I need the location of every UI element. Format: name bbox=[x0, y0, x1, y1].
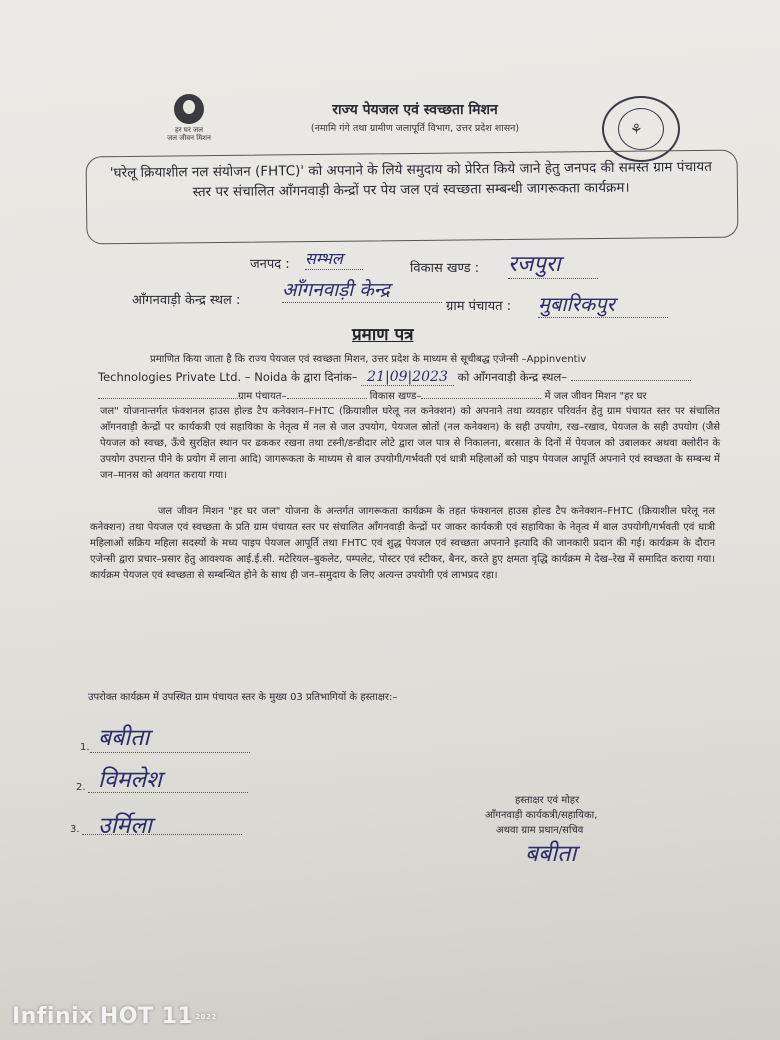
mission-subtitle: (नमामि गंगे तथा ग्रामीण जलापूर्ति विभाग, उत्तर प्रदेश शासन) bbox=[310, 123, 520, 134]
paragraph1-line2: Technologies Private Ltd. – Noida के द्वारा दिनांक– 21|09|2023 को आँगनवाड़ी केन्द्र स्थल– bbox=[98, 369, 748, 385]
signature-number: 2. bbox=[76, 782, 86, 793]
program-banner-text: 'घरेलू क्रियाशील नल संयोजन (FHTC)' को अपनाने के लिये समुदाय को प्रेरित किये जाने हेतु जनपद की समस्त ग्राम पंचायत स्तर पर संचालित आँगनवाड़ी केन्द्रों पर पेय जल एवं स्वच्छता सम्बन्धी जागरूकता कार्यक्रम। bbox=[109, 158, 712, 201]
mission-title: राज्य पेयजल एवं स्वच्छता मिशन bbox=[332, 102, 498, 118]
authority-line2: आँगनवाड़ी कार्यकत्री/सहायिका, bbox=[485, 810, 598, 821]
authority-line3: अथवा ग्राम प्रधान/सचिव bbox=[496, 825, 584, 836]
participant-signature-2: विमलेश bbox=[98, 767, 162, 793]
paragraph1-body: जल" योजनान्तर्गत फंक्शनल हाउस होल्ड टैप कनेक्शन–FHTC (क्रियाशील घरेलू नल कनेक्शन) को अपनाने तथा व्यवहार परिवर्तन हेतु ग्राम पंचायत स्तर पर संचालित आँगनवाड़ी केन्द्रों पर कार्यकत्री एवं सहायिका के नेतृत्व में नल से जल उपयोग, पेयजल स्रोतों (नल कनेक्शन) के सही उपयोग, रख–रखाव, पेयजल के सही उपयोग (जैसे पेयजल को स्वच्छ, ऊँचे सुरक्षित स्थान पर ढककर रखना तथा टस्नी/डन्डीदार लोटे द्वारा जल पात्र से निकालना, बरसात के दिनों में पेयजल को उबालकर अथवा क्लोरीन के उपयोग उपरान्त पीने के प्रयोग में लाना आदि) जागरूकता के माध्यम से बाल उपयोगी/गर्भवती एवं धात्री महिलाओं को पाइप पेयजल आपूर्ति अपनाने एवं स्वच्छता के सम्बन्ध में जन–मानस को अवगत कराया गया। bbox=[100, 406, 720, 481]
paragraph2-body: जल जीवन मिशन "हर घर जल" योजना के अन्तर्गत जागरूकता कार्यक्रम के तहत फंक्शनल हाउस होल्ड टैप कनेक्शन–FHTC (क्रियाशील घरेलू नल कनेक्शन) तथा पेयजल एवं स्वच्छता के प्रति ग्राम पंचायत स्तर पर संचालित आँगनवाड़ी केन्द्रों पर जाकर कार्यकत्री एवं सहायिका के नेतृत्व में बाल उपयोगी/गर्भवती एवं धात्री महिलाओं सक्रिय महिला सदस्यों के मध्य पाइप पेयजल आपूर्ति तथा FHTC एवं शुद्ध पेयजल एवं स्वच्छता अपनाने इत्यादि की जानकारी प्रदान की गई। कार्यक्रम के दौरान एजेन्सी द्वारा प्रचार–प्रसार हेतु आवश्यक आई.ई.सी. मटेरियल–बुकलेट, पम्पलेट, पोस्टर एवं स्टीकर, बैनर, करते हुए क्षमता वृद्धि कार्यक्रम मे देख–रेख में समादित कराया गया। कार्यक्रम पेयजल एवं स्वच्छता से सम्बन्धित होने के साथ ही जन–समुदाय के लिए अत्यन्त उपयोगी एवं लाभप्रद रहा। bbox=[90, 506, 715, 581]
panchayat-label: ग्राम पंचायत : bbox=[446, 299, 512, 314]
certificate-title: प्रमाण पत्र bbox=[352, 325, 414, 345]
signatures-intro: उपरोक्त कार्यक्रम में उपस्थित ग्राम पंचायत स्तर के मुख्य 03 प्रतिभागियों के हस्ताक्षर:– bbox=[88, 692, 398, 703]
center-label: आँगनवाड़ी केन्द्र स्थल : bbox=[132, 293, 241, 308]
paragraph1-line3: ग्राम पंचायत– विकास खण्ड– में जल जीवन मिशन "हर घर bbox=[98, 389, 748, 405]
center-value: आँगनवाड़ी केन्द्र bbox=[282, 276, 442, 303]
signature-number: 1. bbox=[80, 742, 90, 753]
panchayat-value: मुबारिकपुर bbox=[538, 290, 668, 318]
authority-signature: बबीता bbox=[525, 841, 577, 867]
watermark-model: HOT 11 bbox=[99, 1004, 194, 1029]
watermark-brand: Infinix bbox=[12, 1004, 94, 1029]
signature-number: 3. bbox=[70, 824, 80, 835]
block-value: रजपुरा bbox=[508, 248, 598, 279]
uttar-pradesh-government-seal-icon: ⚘ bbox=[602, 96, 680, 162]
district-label: जनपद : bbox=[250, 257, 290, 272]
authority-line1: हस्ताक्षर एवं मोहर bbox=[515, 795, 580, 806]
block-label: विकास खण्ड : bbox=[410, 261, 480, 276]
left-logo-caption: हर घर जल जल जीवन मिशन bbox=[167, 126, 211, 142]
watermark-year: 2022 bbox=[195, 1013, 217, 1021]
paragraph1-line1: प्रमाणित किया जाता है कि राज्य पेयजल एवं स्वच्छता मिशन, उत्तर प्रदेश के माध्यम से सूचीबद्ध एजेन्सी –Appinventiv bbox=[150, 354, 587, 365]
program-date-value: 21|09|2023 bbox=[361, 369, 454, 386]
water-drop-logo-icon bbox=[174, 94, 204, 124]
participant-signature-3: उर्मिला bbox=[98, 813, 152, 839]
camera-watermark bbox=[12, 1004, 217, 1029]
jal-jeevan-mission-logo bbox=[158, 94, 220, 142]
district-value: सम्भल bbox=[305, 247, 363, 270]
participant-signature-1: बबीता bbox=[98, 725, 150, 751]
